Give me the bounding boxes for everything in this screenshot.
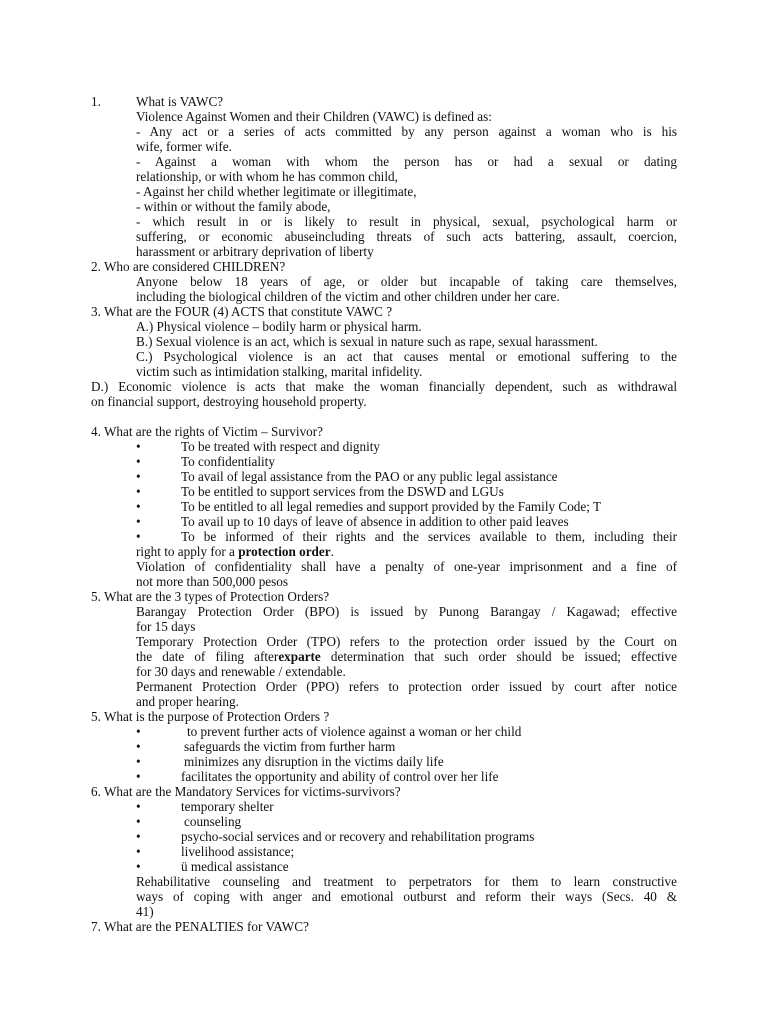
text-line-l26 xyxy=(181,484,504,499)
text-line-l14 xyxy=(136,289,560,304)
text-line-l23 xyxy=(181,439,380,454)
text-run: Anyone below 18 years of age, or older but incapable of taking care themselves, xyxy=(136,274,677,289)
text-run: To confidentiality xyxy=(181,454,275,469)
text-run: Barangay Protection Order (BPO) is issued by Punong Barangay / Kagawad; effective xyxy=(136,604,677,619)
text-line-l53 xyxy=(136,889,677,904)
bold-text: protection order xyxy=(238,544,331,559)
text-run: 5. What are the 3 types of Protection Orders? xyxy=(91,589,330,604)
text-line-l18 xyxy=(136,349,677,364)
text-run: • xyxy=(136,724,141,739)
text-run: 1. xyxy=(91,94,101,109)
text-line-l21 xyxy=(91,394,367,409)
text-run: B.) Sexual violence is an act, which is sexual in nature such as rape, sexual harassment. xyxy=(136,334,598,349)
text-line-b14 xyxy=(136,829,141,844)
text-line-b15 xyxy=(136,844,141,859)
text-line-l22 xyxy=(91,424,323,439)
text-run: • xyxy=(136,469,141,484)
text-run: 2. Who are considered CHILDREN? xyxy=(91,259,286,274)
text-line-l40 xyxy=(136,694,239,709)
text-run: 4. What are the rights of Victim – Survivor? xyxy=(91,424,324,439)
text-line-l51 xyxy=(181,859,289,874)
text-line-b8 xyxy=(136,724,141,739)
text-line-b2 xyxy=(136,454,141,469)
text-line-l49 xyxy=(181,829,534,844)
text-run: 6. What are the Mandatory Services for victims-survivors? xyxy=(91,784,401,799)
text-run: wife, former wife. xyxy=(136,139,232,154)
text-run: A.) Physical violence – bodily harm or physical harm. xyxy=(136,319,422,334)
text-run: and proper hearing. xyxy=(136,694,239,709)
text-run: To avail up to 10 days of leave of absence in addition to other paid leaves xyxy=(181,514,569,529)
text-line-l36 xyxy=(136,634,677,649)
text-run: relationship, or with whom he has common child, xyxy=(136,169,398,184)
text-line-l35 xyxy=(136,619,195,634)
text-line-l39 xyxy=(136,679,677,694)
text-line-l28 xyxy=(181,514,569,529)
text-run: • xyxy=(136,754,141,769)
text-line-l11 xyxy=(136,244,374,259)
text-line-l8 xyxy=(136,199,330,214)
text-line-l1 xyxy=(91,94,101,109)
text-run: Violation of confidentiality shall have a penalty of one-year imprisonment and a fine of xyxy=(136,559,677,574)
text-run: counseling xyxy=(184,814,242,829)
text-line-l25 xyxy=(181,469,558,484)
text-line-l38 xyxy=(136,664,346,679)
text-run: 7. What are the PENALTIES for VAWC? xyxy=(91,919,309,934)
text-run: not more than 500,000 pesos xyxy=(136,574,289,589)
text-run: determination that such order should be issued; effective xyxy=(320,649,677,664)
text-line-l1b xyxy=(136,94,223,109)
text-line-b13 xyxy=(136,814,141,829)
text-run: facilitates the opportunity and ability of control over her life xyxy=(181,769,499,784)
text-run: • xyxy=(136,514,141,529)
text-run: livelihood assistance; xyxy=(181,844,295,859)
text-run: To be entitled to all legal remedies and support provided by the Family Code; T xyxy=(181,499,602,514)
text-run: including the biological children of the victim and other children under her care. xyxy=(136,289,560,304)
text-run: • xyxy=(136,769,141,784)
text-run: • xyxy=(136,439,141,454)
text-line-l5 xyxy=(136,154,677,169)
text-line-l30 xyxy=(136,544,334,559)
text-run: • xyxy=(136,844,141,859)
text-line-l47 xyxy=(181,799,274,814)
text-line-l19 xyxy=(136,364,422,379)
text-line-b6 xyxy=(136,514,141,529)
text-run: for 15 days xyxy=(136,619,196,634)
text-line-l33 xyxy=(91,589,329,604)
text-line-l50 xyxy=(181,844,294,859)
text-run: . xyxy=(330,544,334,559)
text-line-b7 xyxy=(136,529,141,544)
text-line-l45 xyxy=(181,769,499,784)
text-run: safeguards the victim from further harm xyxy=(184,739,396,754)
text-run: C.) Psychological violence is an act that causes mental or emotional suffering to the xyxy=(136,349,677,364)
text-line-l43 xyxy=(184,739,395,754)
text-line-b11 xyxy=(136,769,141,784)
text-line-l6 xyxy=(136,169,398,184)
text-run: - Any act or a series of acts committed by any person against a woman who is his xyxy=(136,124,677,139)
text-run: - Against her child whether legitimate or illegitimate, xyxy=(136,184,417,199)
text-line-b4 xyxy=(136,484,141,499)
text-run: 41) xyxy=(136,904,154,919)
text-line-b1 xyxy=(136,439,141,454)
text-line-l4 xyxy=(136,139,232,154)
text-run: To be informed of their rights and the services available to them, including their xyxy=(181,529,677,544)
text-run: 5. What is the purpose of Protection Orders ? xyxy=(91,709,330,724)
text-run: - which result in or is likely to result in physical, sexual, psychological harm or xyxy=(136,214,677,229)
text-run: • xyxy=(136,454,141,469)
text-run: To be treated with respect and dignity xyxy=(181,439,381,454)
text-run: psycho-social services and or recovery and rehabilitation programs xyxy=(181,829,535,844)
text-run: Permanent Protection Order (PPO) refers to protection order issued by court after notice xyxy=(136,679,677,694)
text-run: D.) Economic violence is acts that make the woman financially dependent, such as withdrawal xyxy=(91,379,677,394)
text-run: - within or without the family abode, xyxy=(136,199,331,214)
text-run: ways of coping with anger and emotional outburst and reform their ways (Secs. 40 & xyxy=(136,889,677,904)
text-run: for 30 days and renewable / extendable. xyxy=(136,664,346,679)
text-run: right to apply for a xyxy=(136,544,239,559)
text-line-l2 xyxy=(136,109,492,124)
text-run: ü medical assistance xyxy=(181,859,289,874)
text-run: • xyxy=(136,859,141,874)
text-run: suffering, or economic abuseincluding threats of such acts battering, assault, coercion, xyxy=(136,229,677,244)
text-line-l3 xyxy=(136,124,677,139)
text-line-l12 xyxy=(91,259,285,274)
text-run: 3. What are the FOUR (4) ACTS that constitute VAWC ? xyxy=(91,304,393,319)
text-run: Temporary Protection Order (TPO) refers to the protection order issued by the Court on xyxy=(136,634,677,649)
text-line-b12 xyxy=(136,799,141,814)
text-run: • xyxy=(136,829,141,844)
text-run: victim such as intimidation stalking, marital infidelity. xyxy=(136,364,423,379)
text-line-l13 xyxy=(136,274,677,289)
text-run: • xyxy=(136,484,141,499)
text-run: on financial support, destroying household property. xyxy=(91,394,367,409)
text-run: • xyxy=(136,739,141,754)
text-line-l32 xyxy=(136,574,288,589)
text-run: temporary shelter xyxy=(181,799,274,814)
text-line-l34 xyxy=(136,604,677,619)
text-line-l27 xyxy=(181,499,601,514)
text-run: • xyxy=(136,529,141,544)
text-line-b9 xyxy=(136,739,141,754)
text-line-l55 xyxy=(91,919,309,934)
text-run: the date of filing after xyxy=(136,649,279,664)
text-line-l44 xyxy=(184,754,444,769)
text-line-l48 xyxy=(184,814,241,829)
text-run: to prevent further acts of violence against a woman or her child xyxy=(187,724,522,739)
text-run: minimizes any disruption in the victims daily life xyxy=(184,754,444,769)
text-line-l7 xyxy=(136,184,417,199)
text-run: Rehabilitative counseling and treatment to perpetrators for them to learn constructive xyxy=(136,874,677,889)
text-line-l52 xyxy=(136,874,677,889)
text-run: To be entitled to support services from the DSWD and LGUs xyxy=(181,484,504,499)
text-run: - Against a woman with whom the person has or had a sexual or dating xyxy=(136,154,677,169)
text-line-b5 xyxy=(136,499,141,514)
text-line-l15 xyxy=(91,304,392,319)
text-run: • xyxy=(136,814,141,829)
text-line-l37 xyxy=(136,649,677,664)
text-line-l17 xyxy=(136,334,598,349)
text-run: To avail of legal assistance from the PAO or any public legal assistance xyxy=(181,469,558,484)
text-line-b3 xyxy=(136,469,141,484)
text-run: harassment or arbitrary deprivation of liberty xyxy=(136,244,374,259)
text-line-b10 xyxy=(136,754,141,769)
text-line-l10 xyxy=(136,229,677,244)
text-line-l9 xyxy=(136,214,677,229)
text-line-l29 xyxy=(181,529,677,544)
text-run: What is VAWC? xyxy=(136,94,224,109)
text-line-l31 xyxy=(136,559,677,574)
text-line-l41 xyxy=(91,709,329,724)
bold-text: exparte xyxy=(278,649,321,664)
text-run: Violence Against Women and their Children (VAWC) is defined as: xyxy=(136,109,492,124)
text-line-l24 xyxy=(181,454,275,469)
text-line-l16 xyxy=(136,319,422,334)
text-run: • xyxy=(136,499,141,514)
text-run: • xyxy=(136,799,141,814)
text-line-l20 xyxy=(91,379,677,394)
text-line-b16 xyxy=(136,859,141,874)
text-line-l54 xyxy=(136,904,154,919)
text-line-l42 xyxy=(187,724,521,739)
text-line-l46 xyxy=(91,784,401,799)
